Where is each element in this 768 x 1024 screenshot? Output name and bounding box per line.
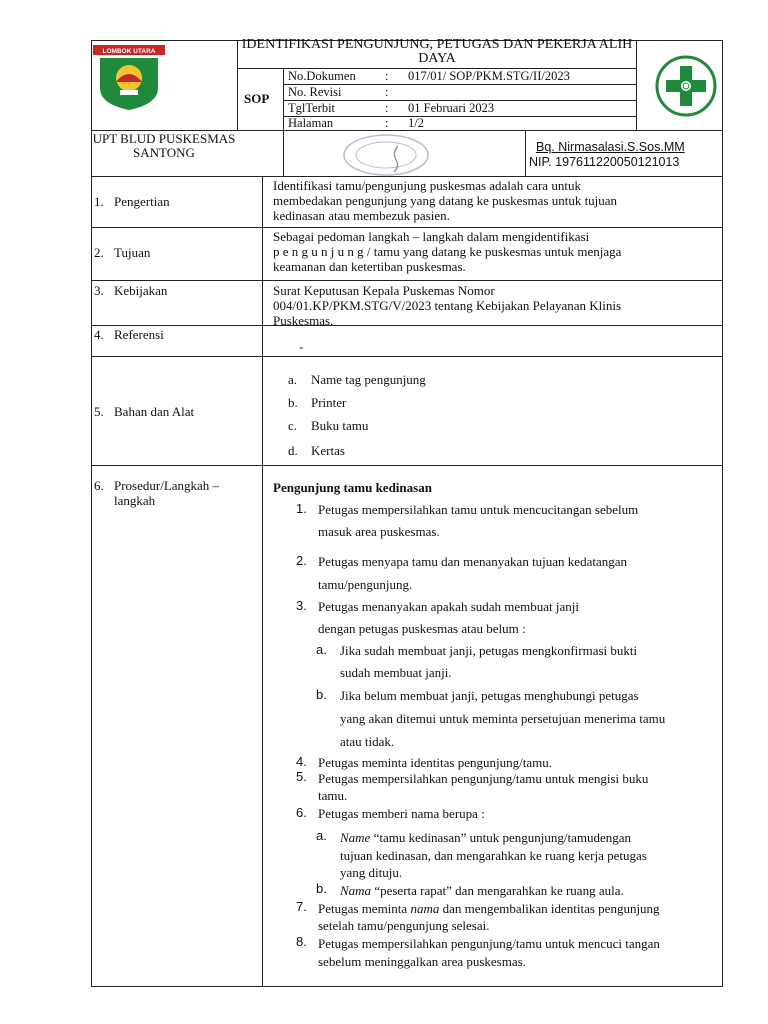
section-label: Referensi <box>114 327 164 342</box>
regency-logo <box>92 44 166 112</box>
section-label: Pengertian <box>114 194 170 209</box>
signer-name: Bq. Nirmasalasi.S.Sos.MM <box>536 140 685 154</box>
section-label: Bahan dan Alat <box>114 404 195 419</box>
official-stamp <box>340 132 432 178</box>
section-label: Kebijakan <box>114 283 168 298</box>
sop-label: SOP <box>244 91 270 106</box>
logo-left-text: LOMBOK UTARA <box>102 48 156 55</box>
section-label: Prosedur/Langkah – langkah <box>114 478 220 508</box>
document-title: IDENTIFIKASI PENGUNJUNG, PETUGAS DAN PEKERJA ALIH DAYA <box>241 37 633 66</box>
puskesmas-logo <box>654 54 718 118</box>
institution-name: UPT BLUD PUSKESMAS SANTONG <box>92 131 236 160</box>
signer-nip: NIP. 197611220050121013 <box>529 155 680 169</box>
procedure-subheading: Pengunjung tamu kedinasan <box>273 480 432 495</box>
section-label: Tujuan <box>114 245 151 260</box>
